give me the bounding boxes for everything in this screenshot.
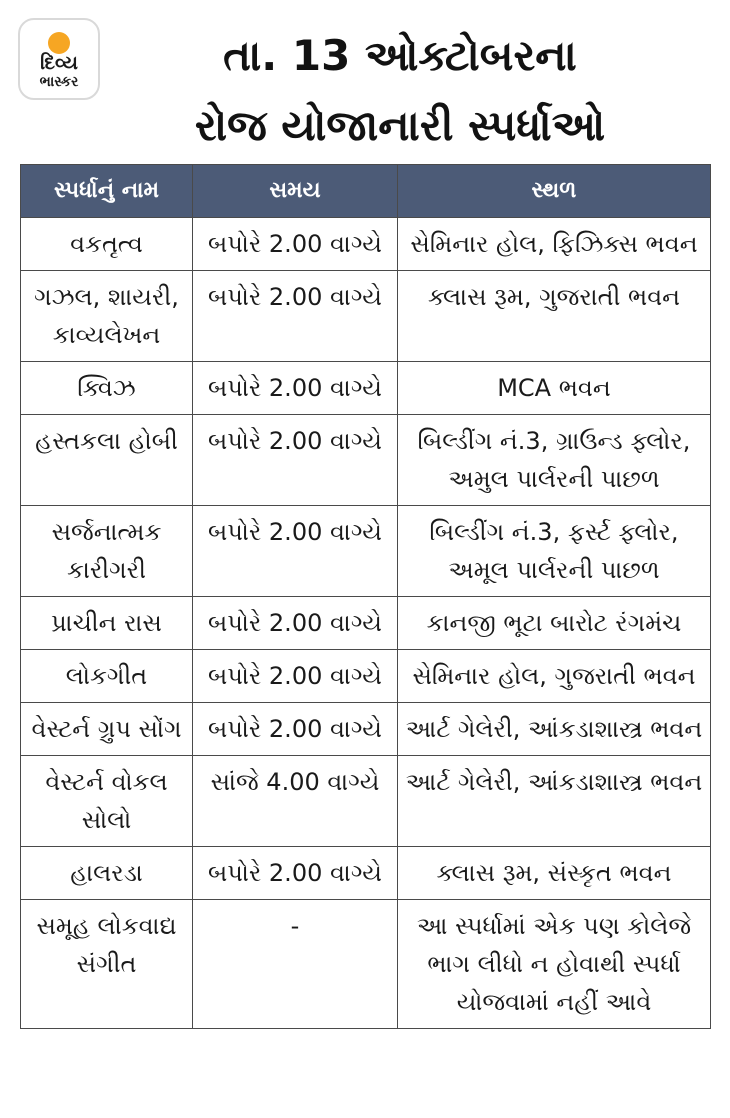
- competition-name: હાલરડા: [21, 847, 193, 900]
- competition-venue: ક્લાસ રૂમ, સંસ્કૃત ભવન: [398, 847, 711, 900]
- divya-bhaskar-logo: [18, 18, 100, 100]
- competition-name: હસ્તકલા હોબી: [21, 415, 193, 506]
- header-venue: સ્થળ: [398, 165, 711, 218]
- table-header-row: [21, 165, 711, 218]
- competition-venue: સેમિનાર હોલ, ગુજરાતી ભવન: [398, 650, 711, 703]
- competition-venue: સેમિનાર હોલ, ફિઝિક્સ ભવન: [398, 218, 711, 271]
- competition-time: બપોરે 2.00 વાગ્યે: [193, 703, 398, 756]
- competition-name: પ્રાચીન રાસ: [21, 597, 193, 650]
- competition-venue: આર્ટ ગેલેરી, આંકડાશાસ્ત્ર ભવન: [398, 703, 711, 756]
- competition-venue: બિલ્ડીંગ નં.3, ગ્રાઉન્ડ ફ્લોર, અમુલ પાર્લરની પાછળ: [398, 415, 711, 506]
- competition-venue: MCA ભવન: [398, 362, 711, 415]
- competition-time: સાંજે 4.00 વાગ્યે: [193, 756, 398, 847]
- competition-venue: આ સ્પર્ધામાં એક પણ કોલેજે ભાગ લીધો ન હોવાથી સ્પર્ધા યોજવામાં નહીં આવે: [398, 900, 711, 1029]
- competition-time: બપોરે 2.00 વાગ્યે: [193, 271, 398, 362]
- competition-name: વકતૃત્વ: [21, 218, 193, 271]
- competition-time: બપોરે 2.00 વાગ્યે: [193, 506, 398, 597]
- competition-venue: ક્લાસ રૂમ, ગુજરાતી ભવન: [398, 271, 711, 362]
- table-row: [21, 650, 711, 703]
- table-row: [21, 271, 711, 362]
- logo-line1: દિવ્ય: [40, 52, 78, 74]
- table-row: [21, 900, 711, 1029]
- page-title-line1: તા. 13 ઓક્ટોબરના: [223, 31, 577, 80]
- page-title-line2: રોજ યોજાનારી સ્પર્ધાઓ: [194, 101, 606, 150]
- competition-time: બપોરે 2.00 વાગ્યે: [193, 597, 398, 650]
- table-row: [21, 415, 711, 506]
- competition-name: સર્જનાત્મક કારીગરી: [21, 506, 193, 597]
- competition-name: સમૂહ લોકવાદ્ય સંગીત: [21, 900, 193, 1029]
- competition-venue: બિલ્ડીંગ નં.3, ફર્સ્ટ ફ્લોર, અમૂલ પાર્લરની પાછળ: [398, 506, 711, 597]
- table-row: [21, 218, 711, 271]
- table-row: [21, 506, 711, 597]
- competition-venue: આર્ટ ગેલેરી, આંકડાશાસ્ત્ર ભવન: [398, 756, 711, 847]
- table-row: [21, 847, 711, 900]
- competition-name: ગઝલ, શાયરી, કાવ્યલેખન: [21, 271, 193, 362]
- competition-time: બપોરે 2.00 વાગ્યે: [193, 415, 398, 506]
- competition-time: બપોરે 2.00 વાગ્યે: [193, 362, 398, 415]
- table-row: [21, 362, 711, 415]
- competition-time: બપોરે 2.00 વાગ્યે: [193, 218, 398, 271]
- sun-icon: [48, 32, 70, 54]
- table-row: [21, 756, 711, 847]
- competition-time: -: [193, 900, 398, 1029]
- logo-line2: ભાસ્કર: [39, 74, 79, 90]
- competitions-table: [20, 164, 711, 1029]
- table-row: [21, 703, 711, 756]
- competition-time: બપોરે 2.00 વાગ્યે: [193, 650, 398, 703]
- competition-name: ક્વિઝ: [21, 362, 193, 415]
- table-row: [21, 597, 711, 650]
- header-competition-name: સ્પર્ધાનું નામ: [21, 165, 193, 218]
- header-time: સમય: [193, 165, 398, 218]
- competition-name: વેસ્ટર્ન ગ્રુપ સોંગ: [21, 703, 193, 756]
- competition-venue: કાનજી ભૂટા બારોટ રંગમંચ: [398, 597, 711, 650]
- competition-time: બપોરે 2.00 વાગ્યે: [193, 847, 398, 900]
- competition-name: લોકગીત: [21, 650, 193, 703]
- competition-name: વેસ્ટર્ન વોકલ સોલો: [21, 756, 193, 847]
